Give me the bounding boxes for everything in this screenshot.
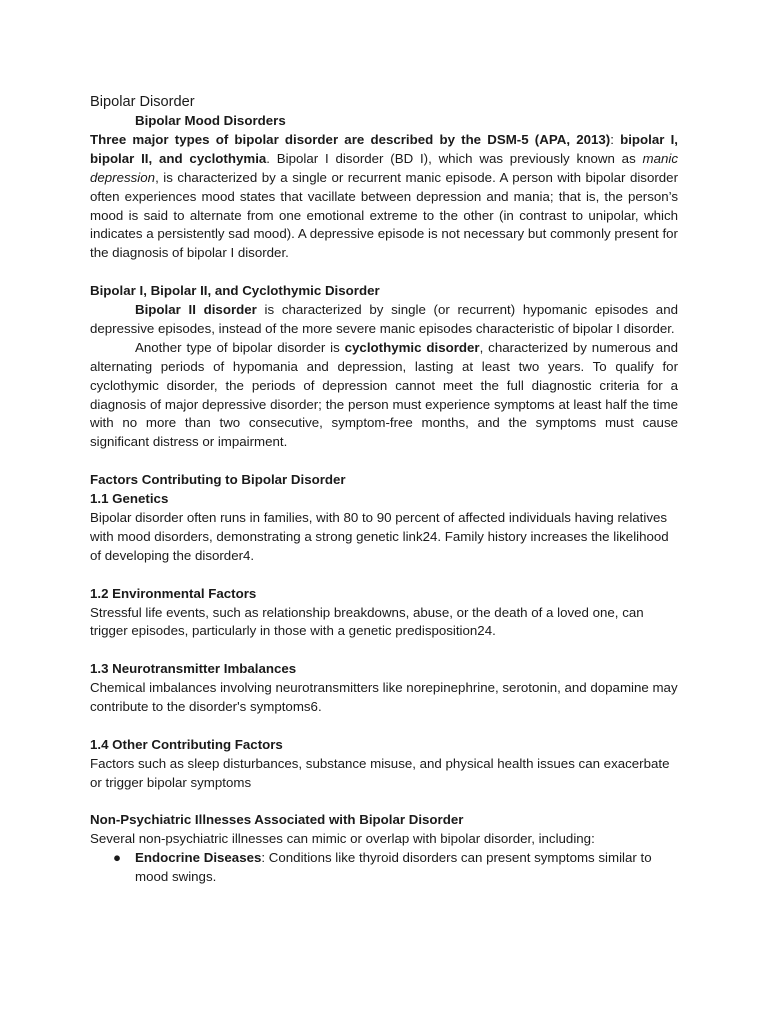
- bipolar-ii-paragraph: [90, 301, 678, 339]
- subheading-other-factors: 1.4 Other Contributing Factors: [90, 736, 283, 752]
- bipolar-ii-text: is characterized by single (or recurrent) hypomanic episodes and depressive episodes, instead of the more severe manic episodes characteristic of bipolar I disorder.: [90, 302, 678, 336]
- intro-bold-2: bipolar I, bipolar II, and cyclothymia: [90, 131, 678, 166]
- spacer: [90, 641, 678, 660]
- genetics-paragraph: Bipolar disorder often runs in families, with 80 to 90 percent of affected individuals having relatives with mood disorders, demonstrating a strong genetic link24. Family history increases the likelihood of developing the disorder4.: [90, 510, 669, 563]
- cyclothymic-text-2: , characterized by numerous and alternating periods of hypomania and depression, lasting at least two years. To qualify for cyclothymic disorder, the periods of depression cannot meet the full diagnostic criteria for a diagnosis of major depressive disorder; the person must experience symptoms at least half the time with no more than two consecutive, symptom-free months, and the symptoms must cause significant distress or impairment.: [90, 339, 678, 450]
- environmental-paragraph: Stressful life events, such as relationship breakdowns, abuse, or the death of a loved one, can trigger episodes, particularly in those with a genetic predisposition24.: [90, 604, 644, 639]
- subheading-neurotransmitter: 1.3 Neurotransmitter Imbalances: [90, 661, 297, 677]
- section-heading-factors: Factors Contributing to Bipolar Disorder: [90, 472, 346, 488]
- bullet-icon: ●: [113, 850, 122, 866]
- spacer: [90, 566, 678, 585]
- intro-bold-1: Three major types of bipolar disorder are described by the DSM-5 (APA, 2013): [90, 131, 611, 147]
- document-body: [90, 92, 678, 887]
- intro-text-2: . Bipolar I disorder (BD I), which was previously known as: [266, 150, 643, 166]
- illnesses-intro: Several non-psychiatric illnesses can mimic or overlap with bipolar disorder, including:: [90, 831, 595, 847]
- bipolar-ii-term: Bipolar II disorder: [135, 302, 257, 318]
- list-item: [90, 849, 678, 887]
- spacer: [90, 452, 678, 471]
- spacer: [90, 263, 678, 282]
- neurotransmitter-paragraph: Chemical imbalances involving neurotransmitters like norepinephrine, serotonin, and dopamine may contribute to the disorder's symptoms6.: [90, 680, 678, 715]
- section-heading-illnesses: Non-Psychiatric Illnesses Associated with Bipolar Disorder: [90, 812, 464, 828]
- document-subtitle: Bipolar Mood Disorders: [135, 113, 286, 128]
- document-title: Bipolar Disorder: [90, 94, 195, 110]
- intro-text-1: :: [610, 131, 621, 147]
- intro-paragraph: [90, 131, 678, 263]
- spacer: [90, 717, 678, 736]
- list-item-text: : Conditions like thyroid disorders can present symptoms similar to mood swings.: [135, 850, 652, 885]
- subheading-environmental: 1.2 Environmental Factors: [90, 585, 257, 601]
- cyclothymic-term: cyclothymic disorder: [344, 339, 480, 355]
- spacer: [90, 793, 678, 812]
- other-factors-paragraph: Factors such as sleep disturbances, substance misuse, and physical health issues can exacerbate or trigger bipolar symptoms: [90, 755, 670, 790]
- section-heading-types: Bipolar I, Bipolar II, and Cyclothymic Disorder: [90, 283, 380, 299]
- list-item-term: Endocrine Diseases: [135, 850, 262, 866]
- cyclothymic-paragraph: [90, 339, 678, 452]
- intro-text-3: , is characterized by a single or recurrent manic episode. A person with bipolar disorder often experiences mood states that vacillate between depression and mania; that is, the person’s mood is said to alternate from one emotional extreme to the other (in contrast to unipolar, which indicates a persistently sad mood). A depressive episode is not necessary but commonly present for the diagnosis of bipolar I disorder.: [90, 169, 678, 261]
- intro-italic: manic depression: [90, 150, 679, 185]
- subheading-genetics: 1.1 Genetics: [90, 491, 169, 507]
- cyclothymic-text-1: Another type of bipolar disorder is: [135, 339, 345, 355]
- illnesses-list: [90, 849, 678, 887]
